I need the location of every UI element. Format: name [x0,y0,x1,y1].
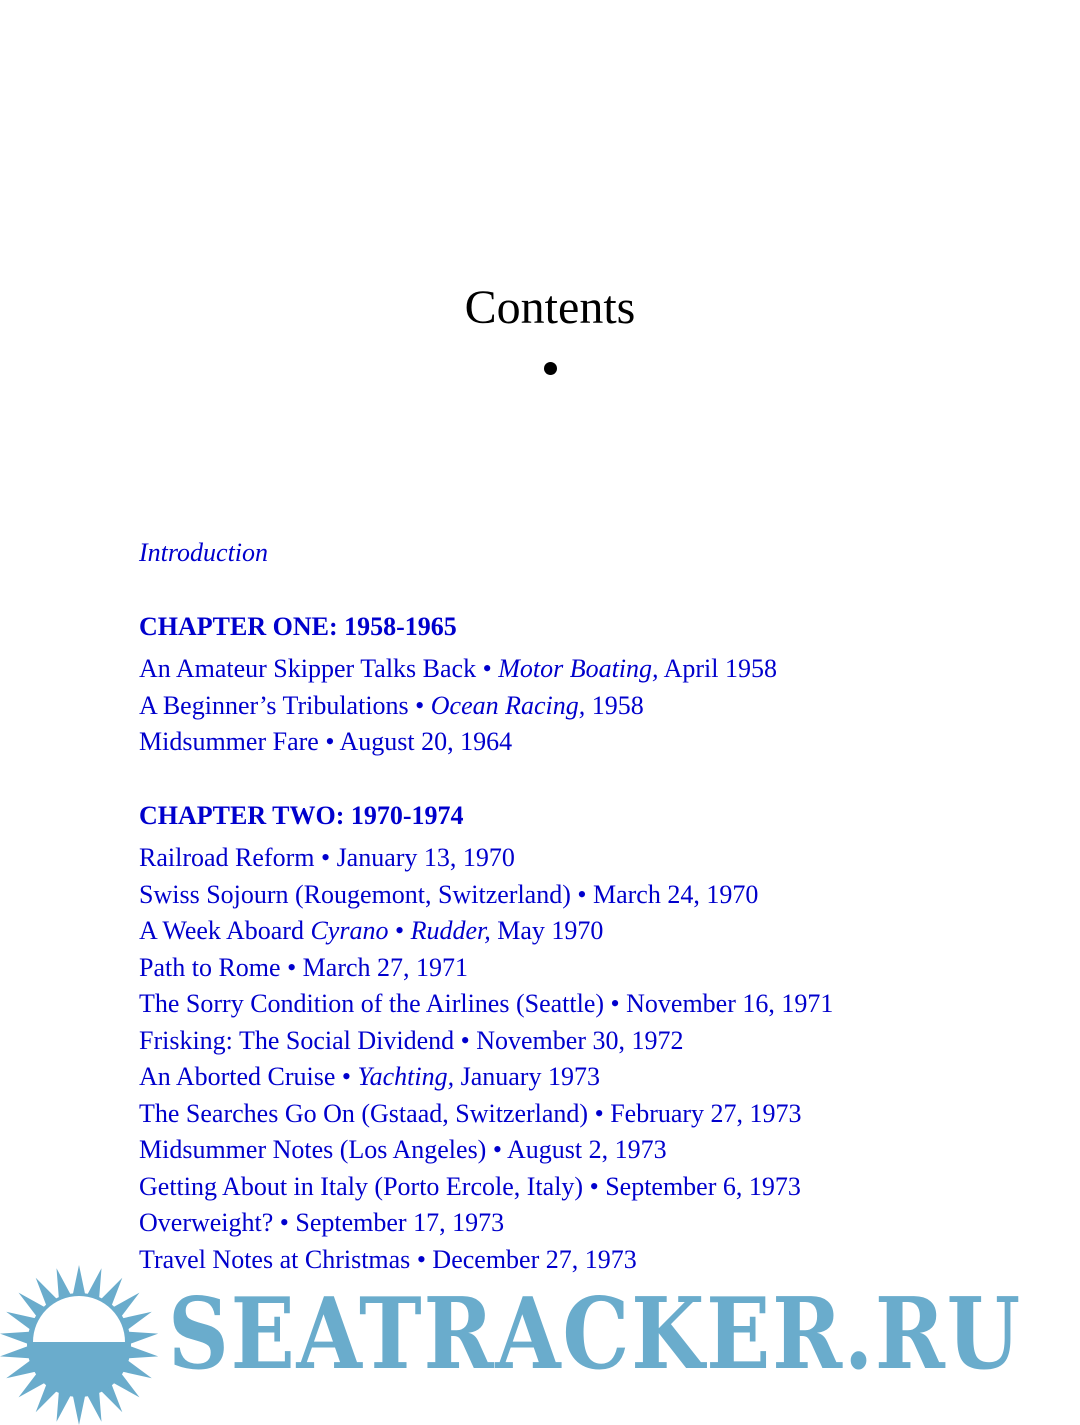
entry-title: Getting About in Italy (Porto Ercole, Italy) [139,1171,584,1201]
chapter-block [139,609,1039,761]
chapter-heading[interactable]: CHAPTER ONE: 1958-1965 [139,611,457,641]
watermark-text: SEATRACKER.RU [168,1277,1022,1392]
entry-date: March 24, 1970 [592,879,759,909]
entry-separator: • [570,879,593,909]
entry-date: September 17, 1973 [295,1208,505,1237]
entry-separator: • [583,1171,606,1201]
toc-entry[interactable] [139,950,1039,987]
toc-entry[interactable] [139,840,1039,877]
title-bullet [544,362,557,375]
entry-title: The Sorry Condition of the Airlines (Seattle) [139,989,605,1018]
toc-entry[interactable] [139,877,1039,914]
entry-separator: • [388,916,411,945]
entry-title: Swiss Sojourn (Rougemont, Switzerland) [139,879,571,909]
entry-title: Frisking: The Social Dividend [139,1025,455,1055]
entry-publication: Ocean Racing, [430,690,586,720]
entry-title: Railroad Reform [139,843,315,872]
toc-entry[interactable] [139,986,1039,1023]
entry-date: November 30, 1972 [476,1025,684,1055]
toc-entry[interactable] [139,1023,1039,1060]
toc-entry[interactable] [139,688,1039,725]
chapter-list [139,609,1039,1279]
entry-title: The Searches Go On (Gstaad, Switzerland) [139,1098,589,1128]
toc-entry[interactable] [139,1169,1039,1206]
entry-title: Travel Notes at Christmas [139,1244,411,1274]
entry-separator: • [410,1244,433,1274]
entry-separator: • [408,690,431,720]
toc-entry[interactable] [139,1205,1039,1242]
entry-title: A Beginner’s Tribulations [139,690,409,720]
entry-separator: • [335,1062,358,1091]
entry-publication: Yachting, [357,1062,455,1091]
table-of-contents [139,535,1039,1315]
entry-separator: • [318,727,340,756]
chapter-block [139,798,1039,1279]
entry-date: November 16, 1971 [626,989,834,1018]
entry-title: Overweight? [139,1208,274,1237]
entry-date: 1958 [585,690,644,720]
entry-date: May 1970 [490,916,604,945]
entry-publication: Motor Boating, [498,654,659,683]
entry-title: A Week Aboard [139,916,311,945]
entry-date: March 27, 1971 [302,952,469,982]
toc-entry[interactable] [139,1059,1039,1096]
toc-entry[interactable] [139,724,1039,761]
toc-link-introduction[interactable]: Introduction [139,538,269,567]
entry-date: January 1973 [454,1062,600,1091]
toc-entry[interactable] [139,913,1039,950]
entry-separator: • [314,843,337,872]
entry-title: Path to Rome [139,952,281,982]
entry-title: Midsummer Notes (Los Angeles) [139,1135,487,1164]
entry-title-italic: Cyrano [310,916,389,945]
entry-date: January 13, 1970 [336,843,515,872]
entry-date: August 20, 1964 [339,727,513,756]
entry-publication: Rudder, [410,916,491,945]
entry-separator: • [280,952,303,982]
entry-date: August 2, 1973 [507,1135,667,1164]
toc-entry[interactable] [139,651,1039,688]
entry-date: September 6, 1973 [605,1171,801,1201]
page-title: Contents [464,281,636,334]
entry-title: Midsummer Fare [139,727,319,756]
entry-date: April 1958 [658,654,777,683]
toc-entry[interactable] [139,1132,1039,1169]
entry-separator: • [604,989,627,1018]
entry-separator: • [476,654,499,683]
entry-title: An Aborted Cruise [139,1062,336,1091]
entry-separator: • [486,1135,508,1164]
entry-separator: • [588,1098,611,1128]
toc-entry[interactable] [139,1096,1039,1133]
entry-date: December 27, 1973 [432,1244,637,1274]
chapter-heading[interactable]: CHAPTER TWO: 1970-1974 [139,800,464,830]
entry-title: An Amateur Skipper Talks Back [139,654,477,683]
entry-separator: • [273,1208,296,1237]
entry-separator: • [454,1025,477,1055]
entry-date: February 27, 1973 [610,1098,802,1128]
